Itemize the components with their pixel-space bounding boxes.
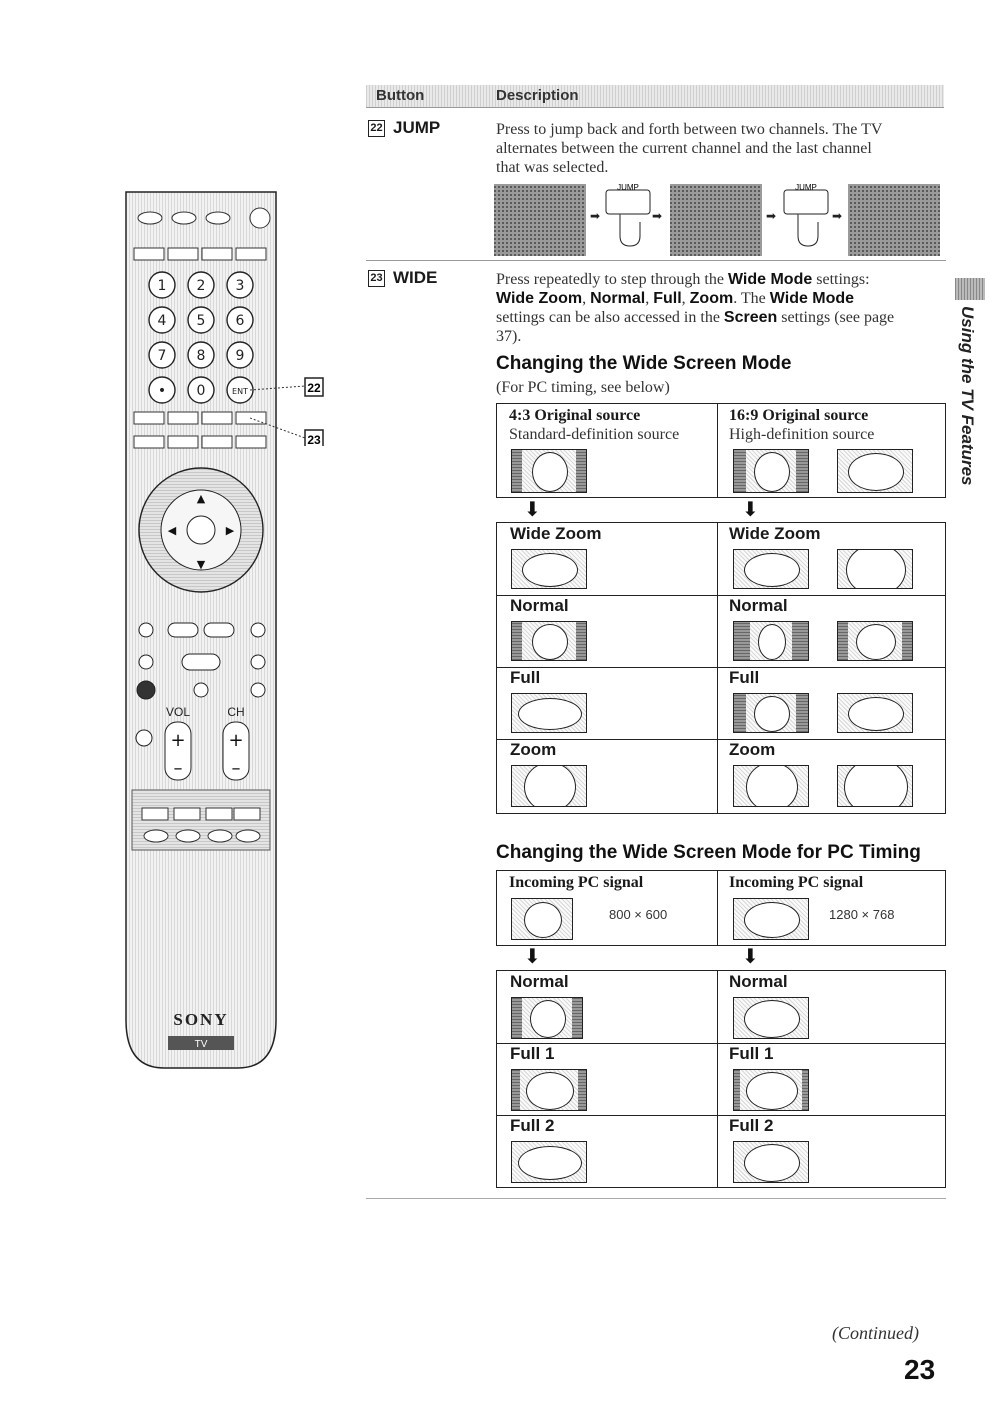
callout-22: 22 (307, 381, 321, 395)
screen-icon (837, 765, 913, 807)
screen-icon (733, 1069, 809, 1111)
svg-text:–: – (231, 758, 241, 779)
pc-mode-label: Full 2 (510, 1116, 555, 1135)
jump-button-name: 22 JUMP (368, 118, 440, 138)
screen-icon (511, 693, 587, 733)
svg-text:➡: ➡ (766, 209, 777, 223)
left-source-title: 4:3 Original source (509, 407, 641, 424)
svg-text:Using the TV Features: Using the TV Features (958, 306, 977, 486)
screen-icon (837, 693, 913, 733)
chapter-side-label (956, 306, 978, 506)
screen-icon (837, 621, 913, 661)
page-number: 23 (904, 1354, 936, 1385)
mode-label: Zoom (729, 740, 776, 759)
down-arrow: ⬇ (524, 944, 541, 968)
mode-label: Normal (510, 596, 569, 615)
mode-label: Full (729, 668, 760, 687)
left-source-sub: Standard-definition source (509, 426, 680, 443)
pc-modes-table (496, 970, 946, 1188)
jump-key-label-1: JUMP (617, 183, 639, 192)
screen-icon (733, 1141, 809, 1183)
screen-icon (733, 449, 809, 493)
continued-note: (Continued) (832, 1323, 919, 1343)
section2-title: Changing the Wide Screen Mode for PC Timing (496, 842, 921, 863)
svg-text:➡: ➡ (652, 209, 663, 223)
left-resolution: 800 × 600 (609, 907, 668, 922)
pc-mode-label: Normal (729, 972, 788, 991)
callout-23: 23 (307, 433, 321, 446)
left-signal-title: Incoming PC signal (509, 874, 644, 891)
screen-icon (733, 621, 809, 661)
svg-text:7: 7 (157, 348, 167, 364)
right-resolution: 1280 × 768 (829, 907, 895, 922)
svg-text:+: + (228, 730, 244, 751)
bottom-rule (366, 1198, 946, 1199)
svg-text:▼: ▼ (196, 558, 206, 571)
svg-text:8: 8 (196, 348, 206, 364)
screen-icon (733, 997, 809, 1039)
pc-mode-label: Normal (510, 972, 569, 991)
svg-text:–: – (173, 758, 183, 779)
ch-label: CH (227, 705, 245, 719)
svg-text:▶: ▶ (225, 524, 235, 537)
table-header (366, 85, 944, 108)
pc-mode-label: Full 1 (729, 1044, 774, 1063)
svg-text:➡: ➡ (832, 209, 843, 223)
screen-icon (733, 693, 809, 733)
row-divider (366, 260, 946, 261)
svg-text:◀: ◀ (167, 524, 177, 537)
right-source-sub: High-definition source (729, 426, 875, 443)
screen-icon (837, 449, 913, 493)
section1-subtitle: (For PC timing, see below) (496, 379, 670, 396)
mode-label: Normal (729, 596, 788, 615)
jump-number: 22 (368, 120, 385, 137)
screen-icon (511, 621, 587, 661)
screen-icon (511, 549, 587, 589)
mode-label: Wide Zoom (729, 524, 821, 543)
header-button: Button (376, 87, 425, 104)
svg-text:➡: ➡ (590, 209, 601, 223)
remote-control-illustration (120, 190, 282, 1072)
wide-modes-table (496, 522, 946, 814)
screen-icon (511, 765, 587, 807)
svg-text:4: 4 (157, 313, 167, 329)
right-source-title: 16:9 Original source (729, 407, 869, 424)
screen-icon (837, 549, 913, 589)
screen-icon (511, 997, 583, 1039)
svg-text:0: 0 (196, 383, 206, 399)
chapter-tab-marker (955, 278, 985, 300)
jump-illustration (494, 182, 946, 260)
svg-text:6: 6 (235, 313, 245, 329)
svg-text:3: 3 (235, 278, 245, 294)
pc-signal-table (496, 870, 946, 946)
callout-lines (250, 376, 350, 446)
wide-button-name: 23 WIDE (368, 268, 437, 288)
screen-icon (511, 1069, 587, 1111)
mode-label: Full (510, 668, 541, 687)
sony-logo: SONY (173, 1010, 229, 1029)
svg-text:2: 2 (196, 278, 206, 294)
screen-icon (733, 549, 809, 589)
wide-description: Press repeatedly to step through the Wide Mode settings: Wide Zoom, Normal, Full, Zoom. The Wide Mode settings can be also accessed in the Screen settings (see page 37). (496, 271, 895, 345)
svg-text:9: 9 (235, 348, 245, 364)
svg-text:•: • (157, 383, 167, 399)
down-arrow: ⬇ (742, 497, 759, 521)
svg-text:ENT: ENT (232, 387, 248, 396)
screen-icon (511, 898, 573, 940)
down-arrow: ⬇ (742, 944, 759, 968)
vol-label: VOL (165, 705, 191, 719)
pc-mode-label: Full 2 (729, 1116, 774, 1135)
header-description: Description (496, 87, 579, 104)
screen-icon (511, 449, 587, 493)
jump-description: Press to jump back and forth between two channels. The TV alternates between the current channel and the last channel that was selected. (496, 121, 883, 176)
screen-icon (733, 898, 809, 940)
jump-key-label-2: JUMP (795, 183, 817, 192)
screen-icon (511, 1141, 587, 1183)
screen-icon (733, 765, 809, 807)
section1-title: Changing the Wide Screen Mode (496, 353, 792, 374)
svg-text:5: 5 (196, 313, 206, 329)
source-table (496, 403, 946, 498)
pc-mode-label: Full 1 (510, 1044, 555, 1063)
svg-text:+: + (170, 730, 186, 751)
svg-text:▲: ▲ (196, 492, 206, 505)
svg-text:1: 1 (157, 278, 167, 294)
mode-label: Zoom (510, 740, 557, 759)
right-signal-title: Incoming PC signal (729, 874, 864, 891)
tv-badge: TV (194, 1039, 208, 1050)
mode-label: Wide Zoom (510, 524, 602, 543)
down-arrow: ⬇ (524, 497, 541, 521)
wide-number: 23 (368, 270, 385, 287)
